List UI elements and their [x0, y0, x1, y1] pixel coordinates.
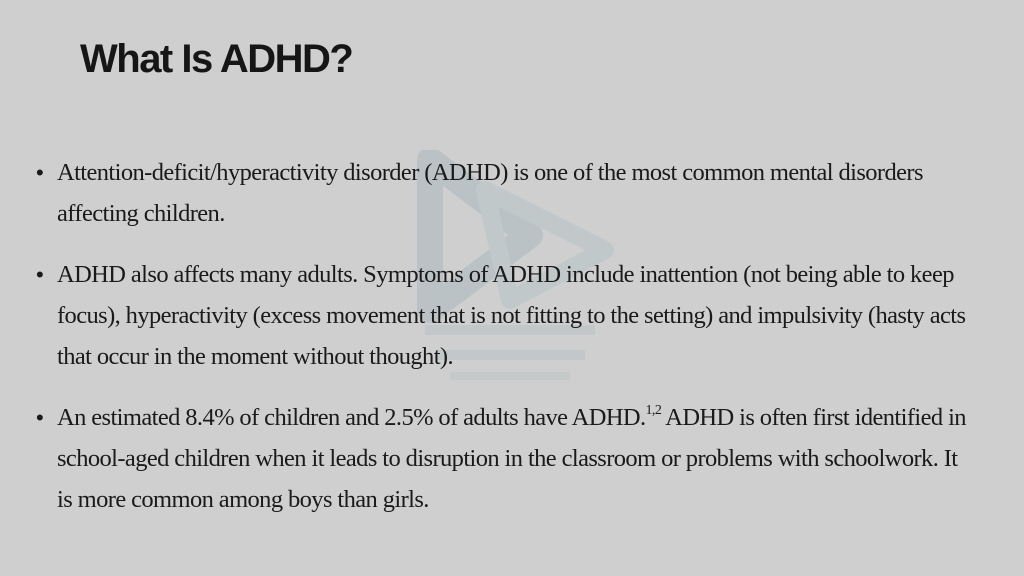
slide-title: What Is ADHD?: [80, 37, 353, 81]
bullet-text: An estimated 8.4% of children and 2.5% of adults have ADHD.: [57, 404, 646, 431]
bullet-text: ADHD also affects many adults. Symptoms of ADHD include inattention (not being able to keep focus), hyperactivity (excess movement that is not fitting to the setting) and impulsivity (hasty acts that occur in the moment without thought).: [57, 261, 966, 370]
bullet-text-continued: ADHD is often first identified in school-aged children when it leads to disruption in the classroom or problems with schoolwork. It is more common among boys than girls.: [57, 404, 966, 513]
citation-superscript: 1,2: [645, 402, 662, 418]
bullet-item: [34, 397, 974, 520]
bullet-list: [34, 152, 974, 540]
bullet-text: Attention-deficit/hyperactivity disorder (ADHD) is one of the most common mental disorders affecting children.: [57, 159, 923, 227]
bullet-item: [34, 254, 974, 377]
bullet-item: [34, 152, 974, 234]
